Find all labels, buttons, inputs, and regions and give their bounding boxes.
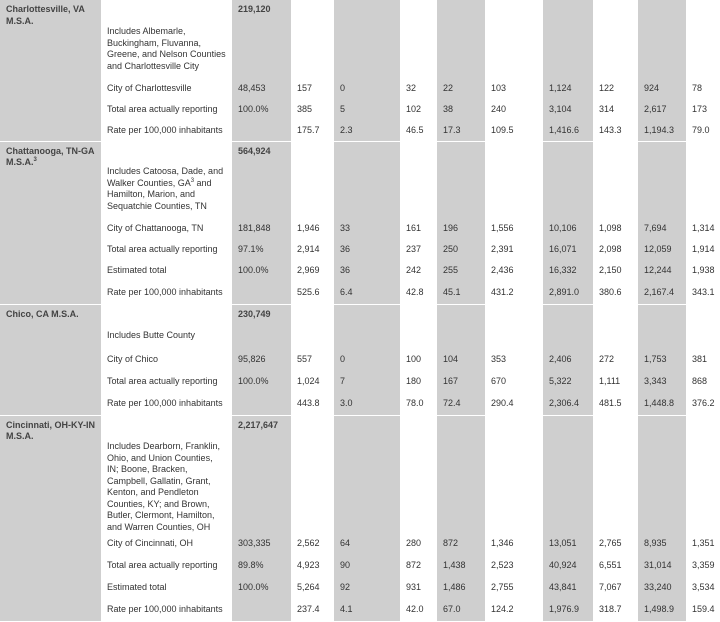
cell-murder: 36 [334, 239, 400, 260]
cell-murder: 36 [334, 260, 400, 282]
cell-property-crime: 43,841 [543, 577, 593, 599]
cell-robbery: 104 [437, 349, 485, 371]
cell-aggravated-assault: 1,556 [485, 218, 543, 239]
cell-population [232, 599, 291, 621]
cell-burglary: 2,765 [593, 533, 638, 555]
cell-robbery: 167 [437, 371, 485, 393]
table-row [0, 577, 720, 599]
table-row [0, 393, 720, 415]
cell-murder: 33 [334, 218, 400, 239]
cell-larceny-theft: 12,059 [638, 239, 686, 260]
area-includes: Includes Albemarle, Buckingham, Fluvanna, Greene, and Nelson Counties and Charlottesville City [101, 23, 232, 78]
area-population: 2,217,647 [232, 415, 291, 438]
cell-rape: 78.0 [400, 393, 437, 415]
cell-aggravated-assault: 2,755 [485, 577, 543, 599]
table-row [0, 78, 720, 99]
cell-population: 100.0% [232, 99, 291, 120]
cell-population: 48,453 [232, 78, 291, 99]
table-row [0, 555, 720, 577]
cell-violent-crime: 175.7 [291, 120, 334, 141]
cell-motor-vehicle-theft: 78 [686, 78, 720, 99]
cell-larceny-theft: 31,014 [638, 555, 686, 577]
table-row [0, 533, 720, 555]
row-label: City of Chico [101, 349, 232, 371]
cell-population [232, 120, 291, 141]
cell-rape: 32 [400, 78, 437, 99]
cell-murder: 0 [334, 78, 400, 99]
cell-violent-crime: 443.8 [291, 393, 334, 415]
cell-rape: 180 [400, 371, 437, 393]
table-row [0, 120, 720, 141]
cell-murder: 64 [334, 533, 400, 555]
area-name: Cincinnati, OH-KY-IN M.S.A. [0, 415, 101, 621]
cell-murder: 6.4 [334, 282, 400, 304]
cell-burglary: 7,067 [593, 577, 638, 599]
cell-motor-vehicle-theft: 1,314 [686, 218, 720, 239]
cell-aggravated-assault: 109.5 [485, 120, 543, 141]
cell-murder: 90 [334, 555, 400, 577]
table-row [0, 599, 720, 621]
cell-population: 303,335 [232, 533, 291, 555]
area-includes: Includes Dearborn, Franklin, Ohio, and Union Counties, IN; Boone, Bracken, Campbell, Gallatin, Grant, Kenton, and Pendleton Counties, KY; and Brown, Butler, Clermont, Hamilton, and Warren Counties, OH [101, 438, 232, 533]
cell-larceny-theft: 1,448.8 [638, 393, 686, 415]
cell-aggravated-assault: 124.2 [485, 599, 543, 621]
cell-larceny-theft: 924 [638, 78, 686, 99]
area-name: Chico, CA M.S.A. [0, 304, 101, 415]
row-label: Estimated total [101, 260, 232, 282]
cell-robbery: 250 [437, 239, 485, 260]
row-label: City of Charlottesville [101, 78, 232, 99]
cell-aggravated-assault: 431.2 [485, 282, 543, 304]
cell-population: 89.8% [232, 555, 291, 577]
cell-property-crime: 40,924 [543, 555, 593, 577]
cell-violent-crime: 2,562 [291, 533, 334, 555]
cell-population: 100.0% [232, 577, 291, 599]
cell-burglary: 481.5 [593, 393, 638, 415]
cell-violent-crime: 525.6 [291, 282, 334, 304]
cell-population: 100.0% [232, 260, 291, 282]
cell-larceny-theft: 33,240 [638, 577, 686, 599]
cell-robbery: 1,438 [437, 555, 485, 577]
cell-violent-crime: 2,969 [291, 260, 334, 282]
area-population: 219,120 [232, 0, 291, 23]
table-row [0, 99, 720, 120]
cell-robbery: 22 [437, 78, 485, 99]
row-label: Total area actually reporting [101, 371, 232, 393]
cell-property-crime: 1,124 [543, 78, 593, 99]
cell-property-crime: 13,051 [543, 533, 593, 555]
cell-larceny-theft: 1,194.3 [638, 120, 686, 141]
cell-burglary: 143.3 [593, 120, 638, 141]
cell-murder: 92 [334, 577, 400, 599]
cell-rape: 931 [400, 577, 437, 599]
cell-burglary: 318.7 [593, 599, 638, 621]
cell-robbery: 45.1 [437, 282, 485, 304]
row-label: Rate per 100,000 inhabitants [101, 599, 232, 621]
cell-larceny-theft: 7,694 [638, 218, 686, 239]
cell-aggravated-assault: 2,436 [485, 260, 543, 282]
cell-rape: 237 [400, 239, 437, 260]
cell-property-crime: 3,104 [543, 99, 593, 120]
cell-murder: 3.0 [334, 393, 400, 415]
cell-burglary: 2,150 [593, 260, 638, 282]
cell-property-crime: 1,416.6 [543, 120, 593, 141]
row-label: Estimated total [101, 577, 232, 599]
cell-motor-vehicle-theft: 3,534 [686, 577, 720, 599]
row-label: Total area actually reporting [101, 555, 232, 577]
cell-burglary: 1,098 [593, 218, 638, 239]
row-label: City of Chattanooga, TN [101, 218, 232, 239]
cell-property-crime: 2,406 [543, 349, 593, 371]
cell-motor-vehicle-theft: 1,351 [686, 533, 720, 555]
row-label: Total area actually reporting [101, 99, 232, 120]
cell-motor-vehicle-theft: 381 [686, 349, 720, 371]
cell-robbery: 67.0 [437, 599, 485, 621]
row-label: Rate per 100,000 inhabitants [101, 282, 232, 304]
cell-motor-vehicle-theft: 1,914 [686, 239, 720, 260]
cell-violent-crime: 157 [291, 78, 334, 99]
cell-rape: 102 [400, 99, 437, 120]
cell-property-crime: 16,332 [543, 260, 593, 282]
cell-burglary: 380.6 [593, 282, 638, 304]
cell-violent-crime: 5,264 [291, 577, 334, 599]
cell-motor-vehicle-theft: 1,938 [686, 260, 720, 282]
cell-burglary: 272 [593, 349, 638, 371]
cell-motor-vehicle-theft: 79.0 [686, 120, 720, 141]
cell-motor-vehicle-theft: 173 [686, 99, 720, 120]
cell-property-crime: 2,306.4 [543, 393, 593, 415]
cell-rape: 42.8 [400, 282, 437, 304]
cell-violent-crime: 1,024 [291, 371, 334, 393]
cell-robbery: 1,486 [437, 577, 485, 599]
cell-larceny-theft: 3,343 [638, 371, 686, 393]
cell-burglary: 1,111 [593, 371, 638, 393]
cell-motor-vehicle-theft: 868 [686, 371, 720, 393]
cell-larceny-theft: 1,753 [638, 349, 686, 371]
cell-aggravated-assault: 240 [485, 99, 543, 120]
cell-robbery: 38 [437, 99, 485, 120]
table-row [0, 239, 720, 260]
footnote-marker: 3 [190, 177, 195, 184]
cell-murder: 7 [334, 371, 400, 393]
row-label: Rate per 100,000 inhabitants [101, 120, 232, 141]
area-population: 230,749 [232, 304, 291, 327]
cell-violent-crime: 237.4 [291, 599, 334, 621]
table-row [0, 282, 720, 304]
cell-rape: 280 [400, 533, 437, 555]
row-label: Total area actually reporting [101, 239, 232, 260]
cell-violent-crime: 385 [291, 99, 334, 120]
cell-larceny-theft: 2,617 [638, 99, 686, 120]
cell-population: 95,826 [232, 349, 291, 371]
cell-rape: 46.5 [400, 120, 437, 141]
cell-larceny-theft: 12,244 [638, 260, 686, 282]
area-population: 564,924 [232, 141, 291, 163]
cell-population: 97.1% [232, 239, 291, 260]
cell-larceny-theft: 1,498.9 [638, 599, 686, 621]
cell-motor-vehicle-theft: 376.2 [686, 393, 720, 415]
cell-property-crime: 5,322 [543, 371, 593, 393]
cell-burglary: 122 [593, 78, 638, 99]
area-includes: Includes Butte County [101, 327, 232, 349]
cell-violent-crime: 557 [291, 349, 334, 371]
cell-property-crime: 1,976.9 [543, 599, 593, 621]
area-name: Chattanooga, TN-GA M.S.A.$^3$ [0, 141, 101, 304]
cell-burglary: 6,551 [593, 555, 638, 577]
cell-violent-crime: 4,923 [291, 555, 334, 577]
cell-rape: 872 [400, 555, 437, 577]
cell-robbery: 196 [437, 218, 485, 239]
cell-motor-vehicle-theft: 159.4 [686, 599, 720, 621]
area-includes: Includes Catoosa, Dade, and Walker Counties, $GA^3$ and Hamilton, Marion, and Sequatchie Counties, TN [101, 163, 232, 218]
cell-robbery: 17.3 [437, 120, 485, 141]
cell-aggravated-assault: 2,391 [485, 239, 543, 260]
cell-motor-vehicle-theft: 343.1 [686, 282, 720, 304]
footnote-marker: 3 [33, 157, 37, 163]
cell-burglary: 2,098 [593, 239, 638, 260]
cell-property-crime: 10,106 [543, 218, 593, 239]
cell-murder: 0 [334, 349, 400, 371]
cell-population: 100.0% [232, 371, 291, 393]
cell-aggravated-assault: 353 [485, 349, 543, 371]
cell-rape: 242 [400, 260, 437, 282]
area-name: Charlottesville, VA M.S.A. [0, 0, 101, 141]
cell-burglary: 314 [593, 99, 638, 120]
cell-population [232, 282, 291, 304]
cell-aggravated-assault: 670 [485, 371, 543, 393]
cell-murder: 4.1 [334, 599, 400, 621]
cell-murder: 5 [334, 99, 400, 120]
cell-murder: 2.3 [334, 120, 400, 141]
cell-motor-vehicle-theft: 3,359 [686, 555, 720, 577]
row-label: Rate per 100,000 inhabitants [101, 393, 232, 415]
cell-larceny-theft: 2,167.4 [638, 282, 686, 304]
cell-property-crime: 2,891.0 [543, 282, 593, 304]
cell-violent-crime: 1,946 [291, 218, 334, 239]
table-row [0, 371, 720, 393]
cell-rape: 161 [400, 218, 437, 239]
cell-population: 181,848 [232, 218, 291, 239]
table-row [0, 349, 720, 371]
table-row [0, 260, 720, 282]
cell-robbery: 255 [437, 260, 485, 282]
cell-rape: 100 [400, 349, 437, 371]
cell-larceny-theft: 8,935 [638, 533, 686, 555]
cell-aggravated-assault: 290.4 [485, 393, 543, 415]
cell-population [232, 393, 291, 415]
row-label: City of Cincinnati, OH [101, 533, 232, 555]
table-row [0, 218, 720, 239]
cell-aggravated-assault: 103 [485, 78, 543, 99]
cell-violent-crime: 2,914 [291, 239, 334, 260]
cell-robbery: 872 [437, 533, 485, 555]
cell-robbery: 72.4 [437, 393, 485, 415]
cell-rape: 42.0 [400, 599, 437, 621]
cell-aggravated-assault: 2,523 [485, 555, 543, 577]
cell-property-crime: 16,071 [543, 239, 593, 260]
cell-aggravated-assault: 1,346 [485, 533, 543, 555]
